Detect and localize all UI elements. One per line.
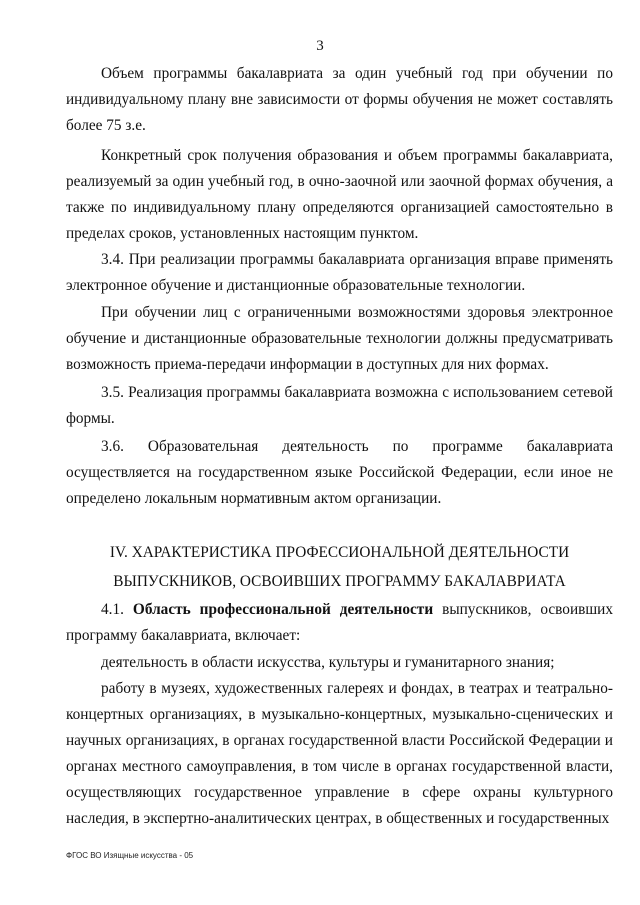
paragraph-3-6 [66, 434, 613, 512]
bold-term: Область профессиональной деятельности [132, 601, 434, 618]
word: бакалавриата [526, 438, 613, 455]
paragraph-field-2: работу в музеях, художественных галереях и фондах, в театрах и театрально-концертных организациях, в музыкально-концертных, музыкально-сценических и научных организациях, в органах государственной власти Российской Федерации и органах местного самоуправления, в том числе в органах государственной власти, осуществляющих государственное управление в сфере охраны культурного наследия, в экспертно-аналитических центрах, в общественных и государственных [66, 680, 613, 827]
paragraph-field-1: деятельность в области искусства, культуры и гуманитарного знания; [101, 654, 555, 671]
word: деятельность [282, 438, 369, 455]
footer-label: ФГОС ВО Изящные искусства - 05 [66, 851, 194, 860]
section-heading-line2: ВЫПУСКНИКОВ, ОСВОИВШИХ ПРОГРАММУ БАКАЛАВРИАТА [113, 573, 566, 590]
paragraph-3-6-rest: осуществляется на государственном языке Российской Федерации, если иное не определено локальным нормативным актом организации. [66, 464, 613, 507]
page-number: 3 [316, 38, 324, 54]
word: 3.6. [101, 438, 124, 455]
word: по [392, 438, 409, 455]
paragraph-4-1 [66, 597, 613, 649]
paragraph-3-4: 3.4. При реализации программы бакалавриата организация вправе применять электронное обучение и дистанционные образовательные технологии. [66, 251, 613, 294]
word: Образовательная [147, 438, 259, 455]
word: программе [432, 438, 503, 455]
paragraph-3-6-first-line [66, 434, 613, 460]
clause-number: 4.1. [101, 601, 133, 618]
section-heading-line1: IV. ХАРАКТЕРИСТИКА ПРОФЕССИОНАЛЬНОЙ ДЕЯТЕЛЬНОСТИ [109, 544, 570, 561]
paragraph-3-5: 3.5. Реализация программы бакалавриата возможна с использованием сетевой формы. [66, 384, 613, 427]
clause-text: выпускников, освоивших программу бакалавриата, включает: [66, 601, 613, 644]
paragraph-disabilities: При обучении лиц с ограниченными возможностями здоровья электронное обучение и дистанционные образовательные технологии должны предусматривать возможность приема-передачи информации в доступных для них формах. [66, 304, 613, 373]
paragraph-volume: Объем программы бакалавриата за один учебный год при обучении по индивидуальному плану вне зависимости от формы обучения не может составлять более 75 з.е. [66, 65, 613, 134]
paragraph-term: Конкретный срок получения образования и объем программы бакалавриата, реализуемый за один учебный год, в очно-заочной или заочной формах обучения, а также по индивидуальному плану определяются организацией самостоятельно в пределах сроков, установленных настоящим пунктом. [66, 147, 613, 242]
section-heading [66, 538, 613, 596]
